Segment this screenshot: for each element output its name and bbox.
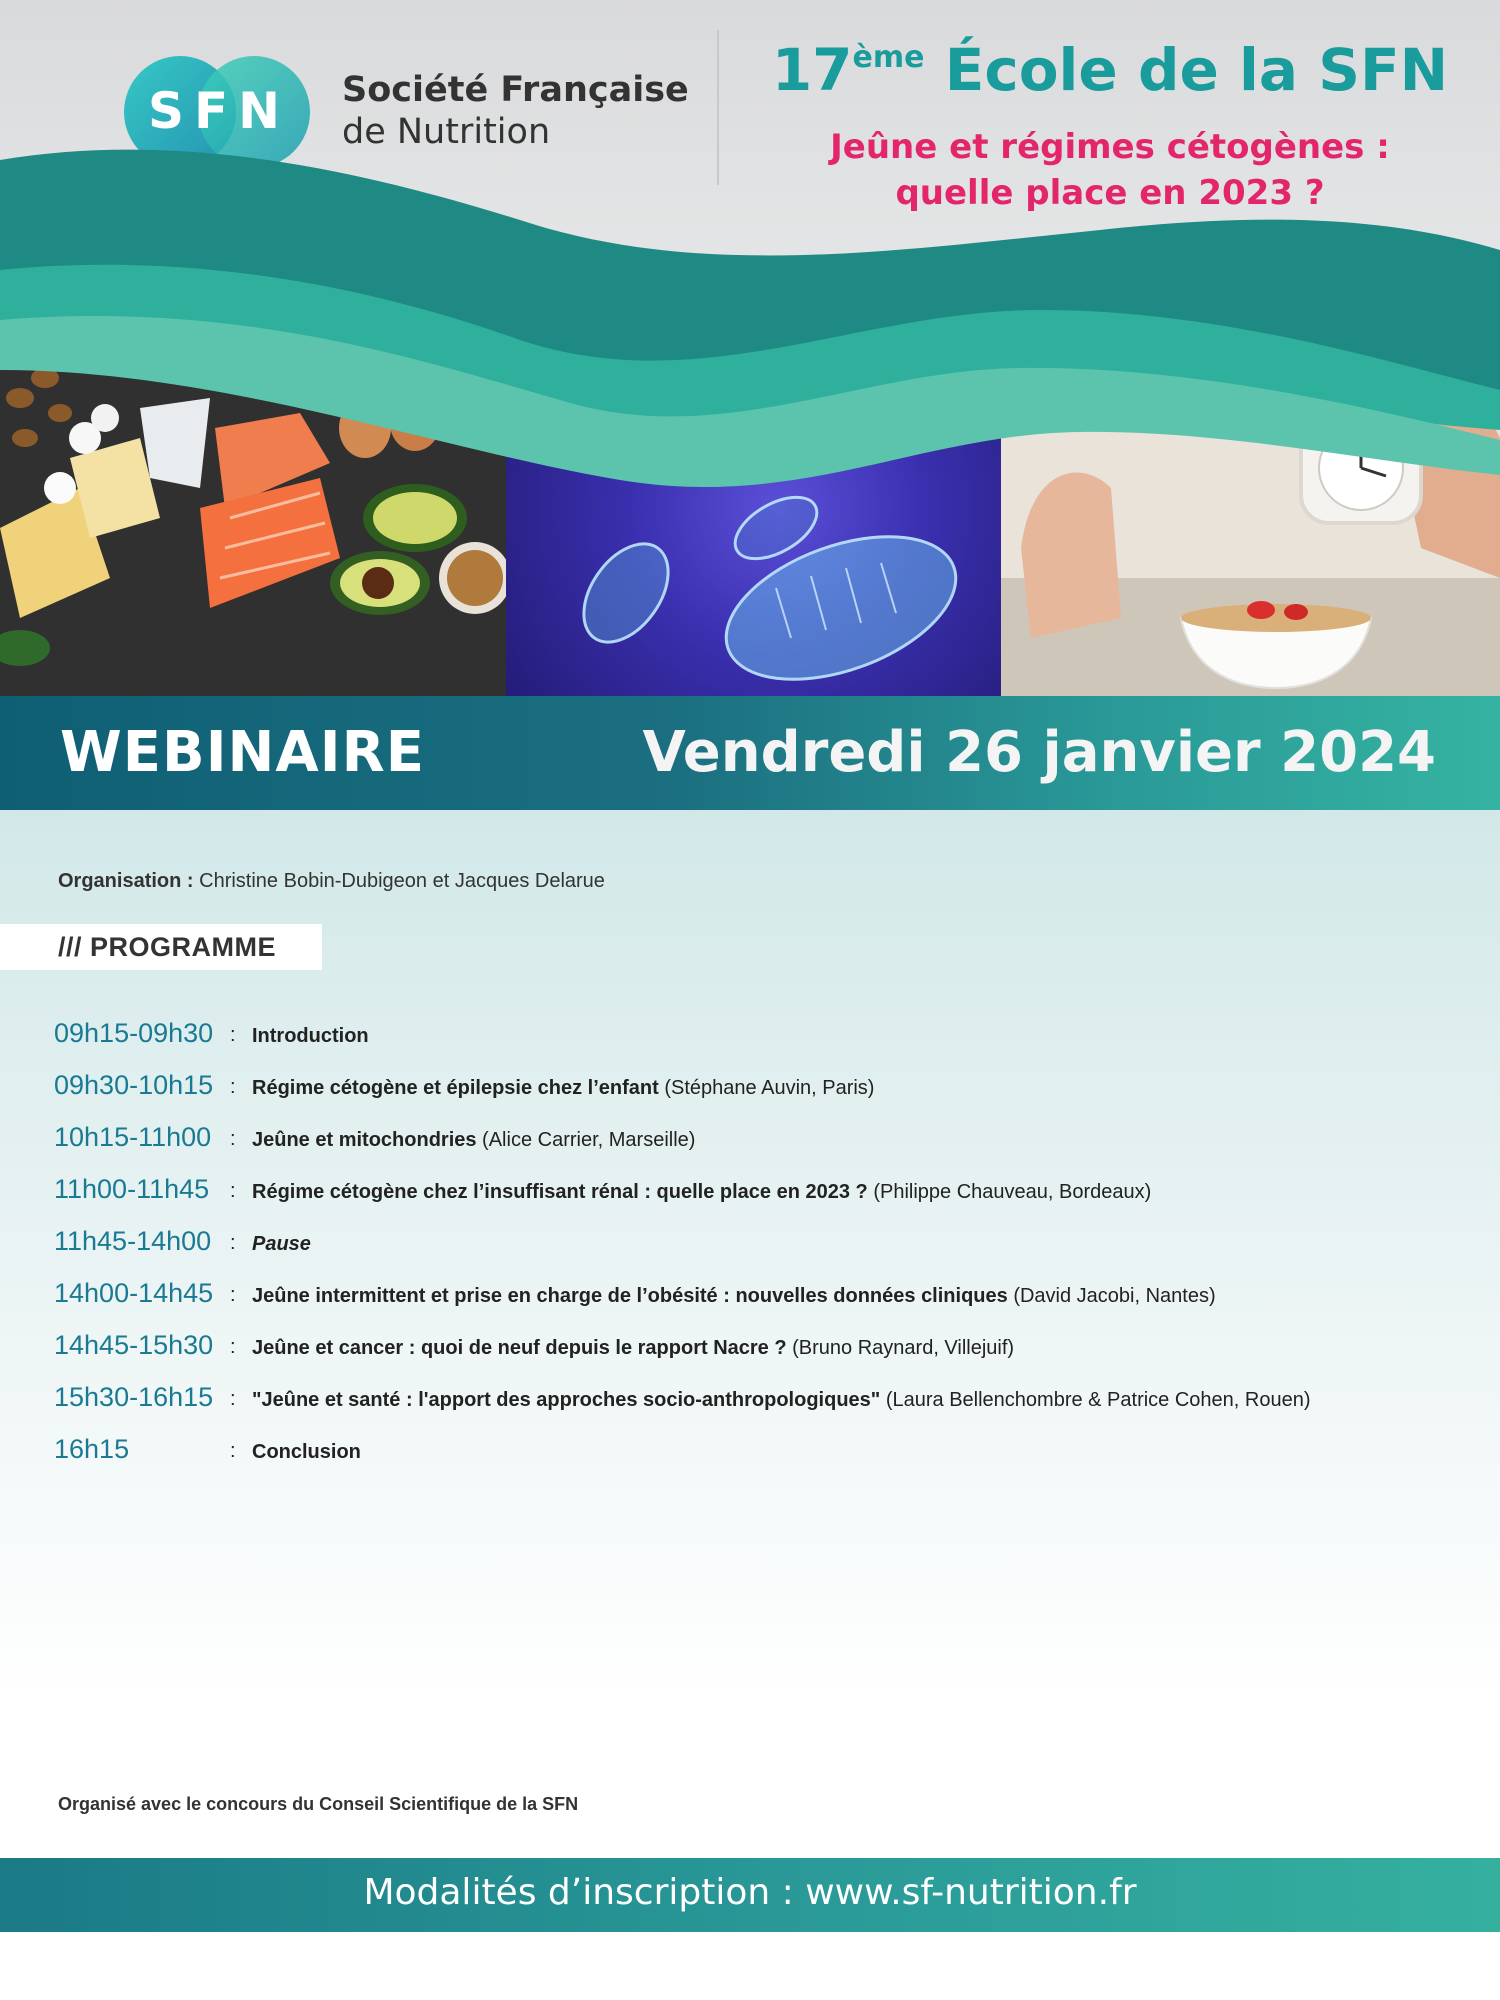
separator: :: [230, 1336, 236, 1358]
session-title: Introduction: [252, 1025, 369, 1047]
session-time: 09h15-09h30: [54, 1018, 214, 1048]
session-description: [252, 1285, 1216, 1308]
session-speaker: (Philippe Chauveau, Bordeaux): [867, 1181, 1152, 1203]
session-title: "Jeûne et santé : l'apport des approches socio-anthropologiques": [252, 1389, 881, 1411]
schedule-row: [0, 1226, 1500, 1266]
schedule-row: [0, 1174, 1500, 1214]
session-title: Conclusion: [252, 1441, 361, 1463]
session-description: [252, 1025, 369, 1048]
separator: :: [230, 1284, 236, 1306]
schedule-row: [0, 1070, 1500, 1110]
session-title: Jeûne intermittent et prise en charge de l’obésité : nouvelles données cliniques: [252, 1285, 1008, 1307]
registration-link[interactable]: Modalités d’inscription : www.sf-nutrition.fr: [363, 1872, 1137, 1913]
session-title: Jeûne et cancer : quoi de neuf depuis le rapport Nacre ?: [252, 1337, 787, 1359]
session-description: [252, 1441, 361, 1464]
org-name-line1: Société Française: [342, 70, 689, 110]
session-time: 16h15: [54, 1434, 130, 1464]
organisation-names: Christine Bobin-Dubigeon et Jacques Delarue: [199, 870, 605, 892]
session-title: Régime cétogène et épilepsie chez l’enfant: [252, 1077, 659, 1099]
session-description: [252, 1181, 1151, 1204]
separator: :: [230, 1076, 236, 1098]
org-name-line2: de Nutrition: [342, 112, 551, 152]
session-description: [252, 1129, 695, 1152]
programme-heading-tab: [0, 924, 322, 970]
separator: :: [230, 1180, 236, 1202]
session-description: [252, 1077, 874, 1100]
organisation-label: Organisation :: [58, 870, 194, 892]
session-speaker: (Laura Bellenchombre & Patrice Cohen, Rouen): [880, 1389, 1311, 1411]
schedule-row: [0, 1382, 1500, 1422]
session-time: 11h00-11h45: [54, 1174, 210, 1204]
session-speaker: (Alice Carrier, Marseille): [476, 1129, 696, 1151]
session-title: Pause: [252, 1233, 311, 1255]
session-title: Régime cétogène chez l’insuffisant rénal : quelle place en 2023 ?: [252, 1181, 868, 1203]
webinar-banner: [0, 696, 1500, 810]
session-description: [252, 1337, 1014, 1360]
subtitle-line1: Jeûne et régimes cétogènes :: [830, 127, 1390, 167]
session-speaker: (David Jacobi, Nantes): [1007, 1285, 1216, 1307]
session-title: Jeûne et mitochondries: [252, 1129, 477, 1151]
session-time: 15h30-16h15: [54, 1382, 214, 1412]
session-speaker: (Bruno Raynard, Villejuif): [786, 1337, 1015, 1359]
schedule-row: [0, 1122, 1500, 1162]
separator: :: [230, 1024, 236, 1046]
session-time: 14h45-15h30: [54, 1330, 214, 1360]
session-time: 11h45-14h00: [54, 1226, 212, 1256]
organised-with-note: Organisé avec le concours du Conseil Scientifique de la SFN: [58, 1794, 579, 1814]
event-number: 17: [771, 36, 853, 104]
registration-bar: [0, 1858, 1500, 1932]
separator: :: [230, 1440, 236, 1462]
programme-heading: /// PROGRAMME: [58, 932, 277, 962]
separator: :: [230, 1388, 236, 1410]
event-title: [760, 36, 1460, 104]
session-time: 10h15-11h00: [54, 1122, 212, 1152]
format-label: WEBINAIRE: [60, 720, 425, 785]
schedule-row: [0, 1330, 1500, 1370]
session-speaker: (Stéphane Auvin, Paris): [658, 1077, 875, 1099]
organisation-line: [58, 870, 605, 893]
schedule-row: [0, 1278, 1500, 1318]
separator: :: [230, 1232, 236, 1254]
decorative-waves: [0, 140, 1500, 510]
session-description: [252, 1233, 311, 1256]
session-description: [252, 1389, 1311, 1412]
event-ordinal: ème: [852, 40, 925, 75]
logo-letters: SFN: [147, 82, 290, 140]
separator: :: [230, 1128, 236, 1150]
event-date: Vendredi 26 janvier 2024: [642, 720, 1436, 785]
schedule-row: [0, 1018, 1500, 1058]
event-name: École de la SFN: [924, 36, 1449, 104]
schedule-row: [0, 1434, 1500, 1474]
subtitle-line2: quelle place en 2023 ?: [895, 173, 1325, 213]
session-time: 14h00-14h45: [54, 1278, 214, 1308]
programme-section: [0, 810, 1500, 1860]
session-time: 09h30-10h15: [54, 1070, 214, 1100]
